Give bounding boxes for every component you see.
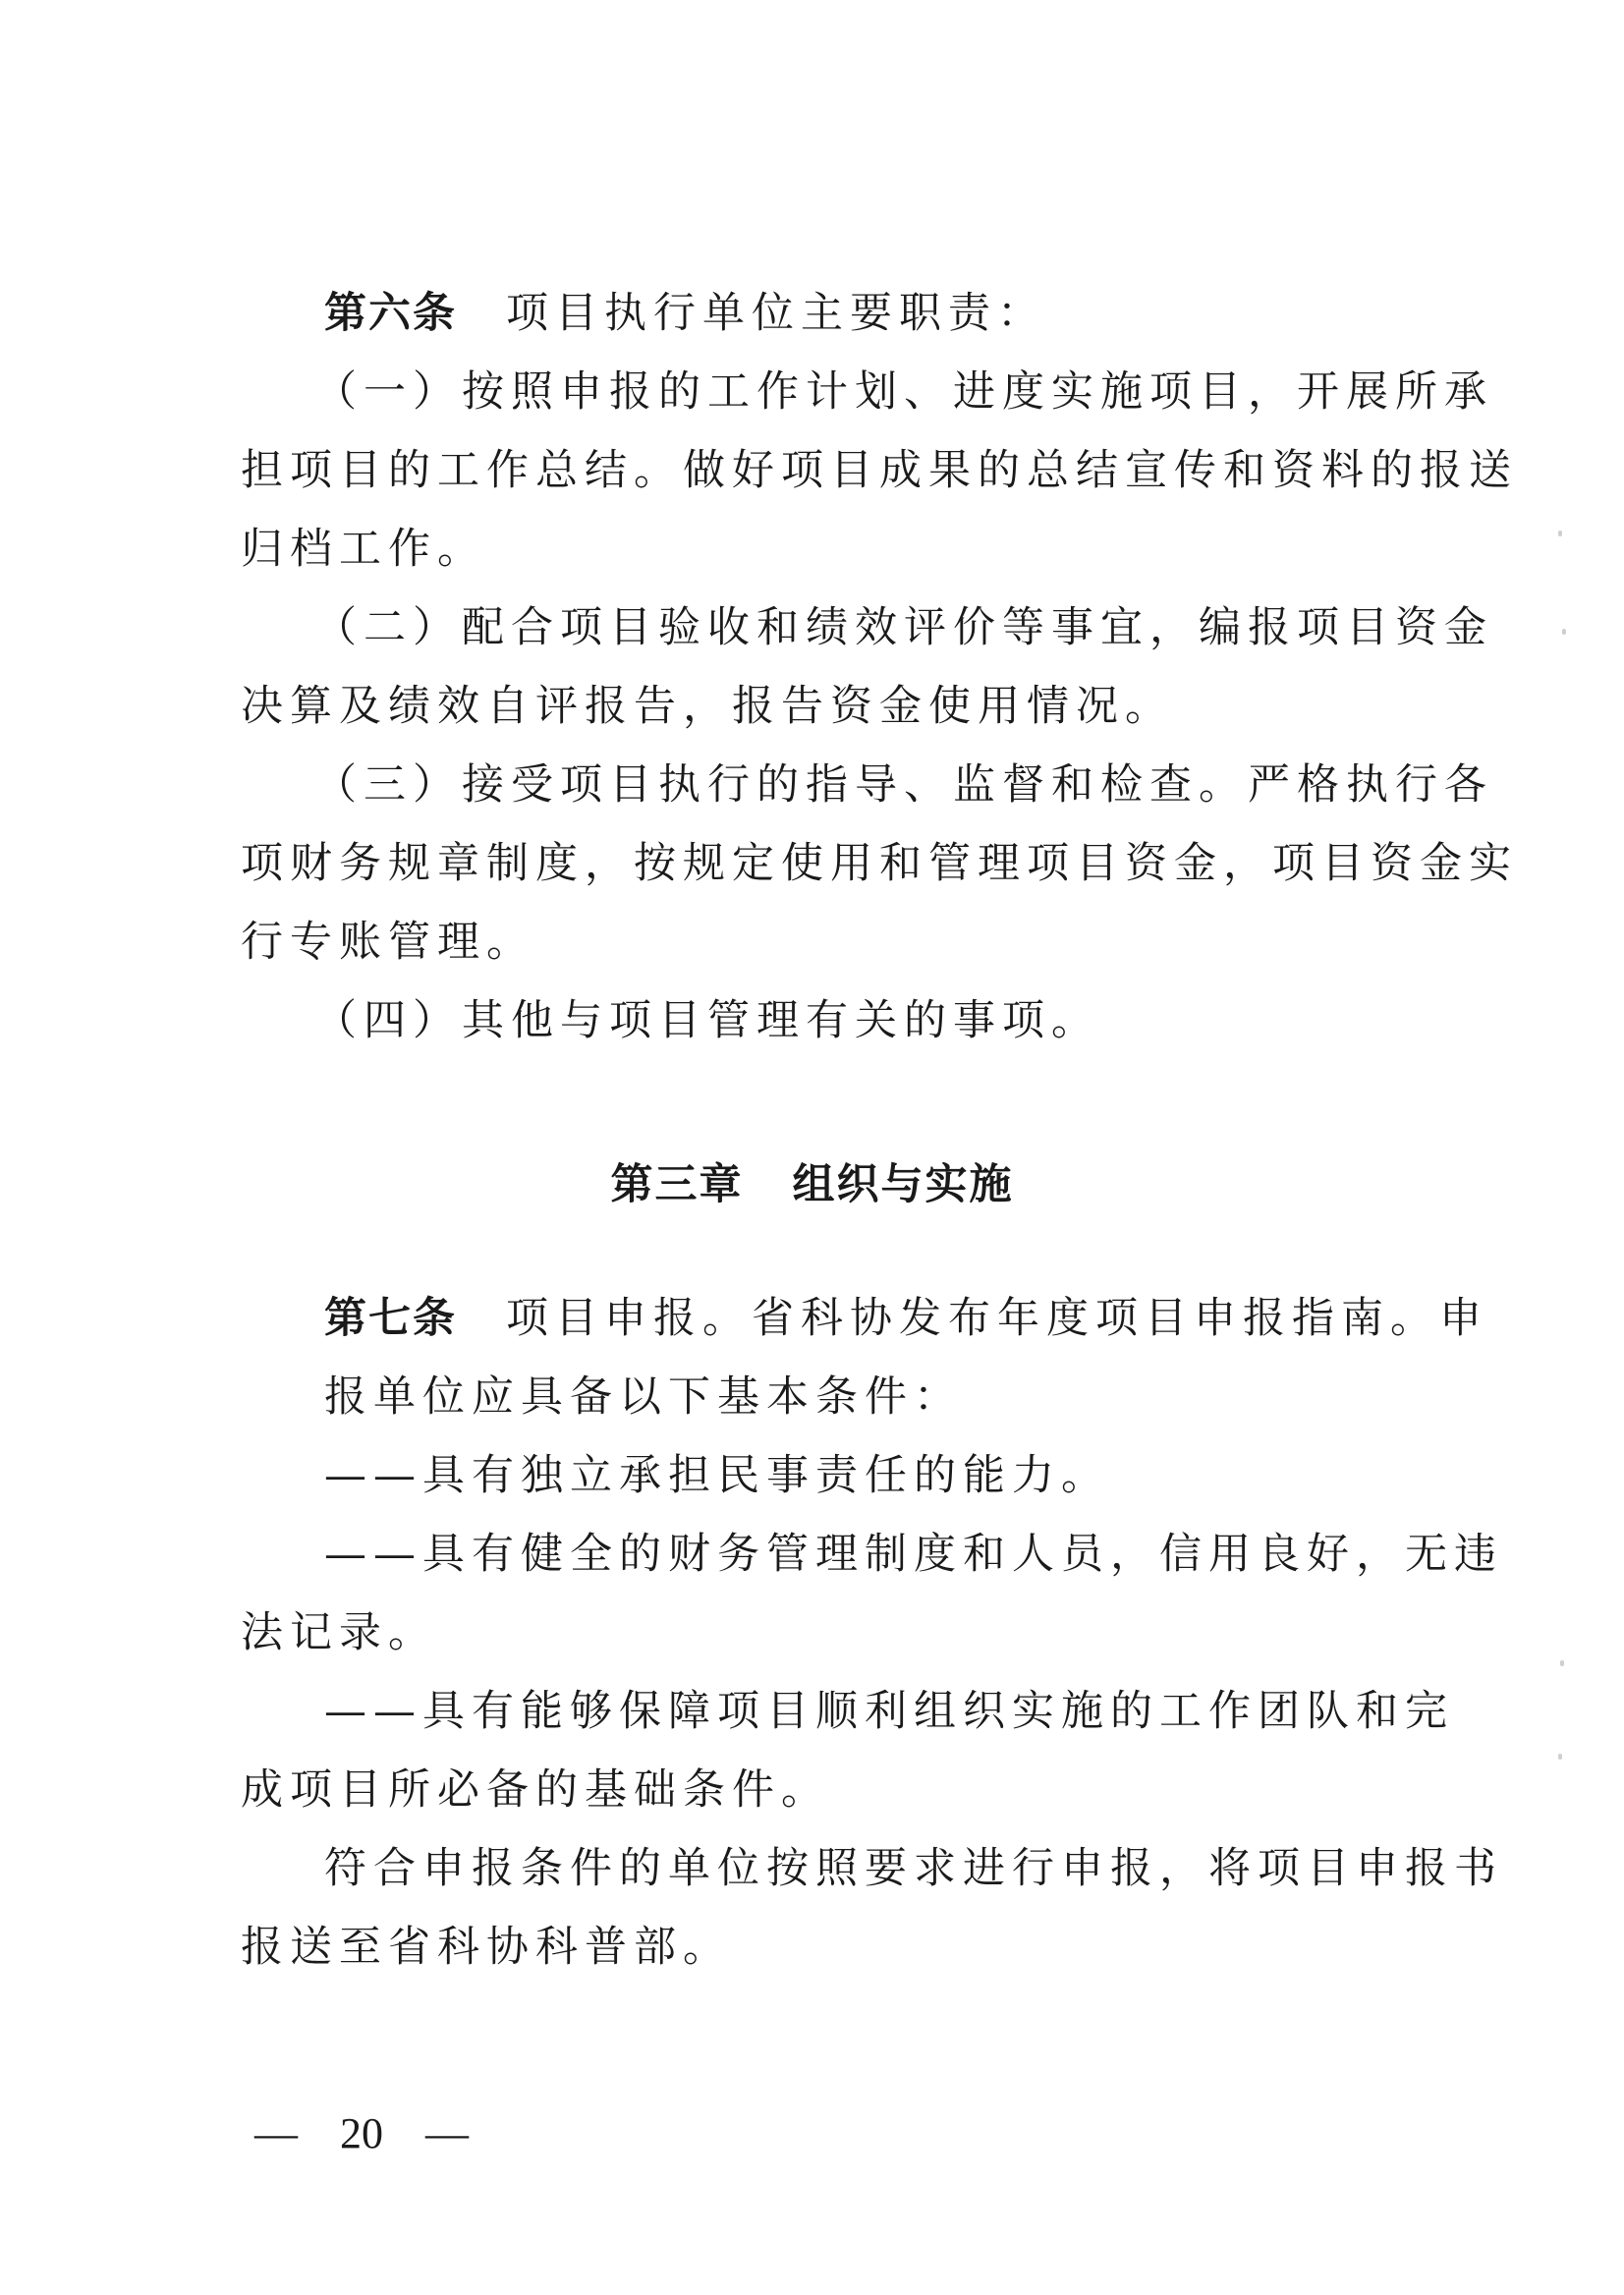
article-7-label: 第七条 [324,1294,457,1343]
article-7-condition-1-line-1: ——具有独立承担民事责任的能力。 [324,1451,1110,1500]
page-number-footer [250,2104,474,2163]
chapter-3-heading [0,1155,1624,1214]
scan-speck [1560,1660,1564,1666]
article-7-condition-3-line-2: 成项目所必备的基础条件。 [241,1765,830,1815]
article-6-item-2-line-2: 决算及绩效自评报告，报告资金使用情况。 [241,682,1174,731]
article-6-item-2-line-1: （二）配合项目验收和绩效评价等事宜，编报项目资金 [314,603,1493,652]
article-6-item-1-line-3: 归档工作。 [241,525,486,574]
chapter-3-title: 组织与实施 [792,1160,1014,1209]
article-6-item-4-line-1: （四）其他与项目管理有关的事项。 [314,996,1100,1045]
article-6-item-3-line-2: 项财务规章制度，按规定使用和管理项目资金，项目资金实 [241,839,1518,888]
article-6-intro: 项目执行单位主要职责： [506,289,1046,338]
scan-speck [1558,531,1562,536]
scan-speck [1558,1754,1562,1760]
article-7-line-2: 报单位应具备以下基本条件： [324,1372,963,1422]
article-7-closing-line-2: 报送至省科协科普部。 [241,1923,732,1972]
article-6-heading-line [324,284,1046,343]
article-6-label: 第六条 [324,289,457,338]
article-6-item-3-line-3: 行专账管理。 [241,918,535,967]
scan-speck [1562,629,1566,635]
article-7-condition-2-line-1: ——具有健全的财务管理制度和人员，信用良好，无违 [324,1530,1503,1579]
page-number-dash-right: — [425,2109,469,2157]
article-7-condition-2-line-2: 法记录。 [241,1608,437,1657]
article-7-condition-3-line-1: ——具有能够保障项目顺利组织实施的工作团队和完 [324,1687,1454,1736]
article-7-intro: 项目申报。省科协发布年度项目申报指南。申 [506,1294,1488,1343]
page-number-dash-left: — [254,2109,298,2157]
page-number: 20 [340,2109,383,2157]
article-6-item-1-line-1: （一）按照申报的工作计划、进度实施项目，开展所承 [314,367,1493,417]
chapter-3-label: 第三章 [610,1160,744,1209]
article-7-closing-line-1: 符合申报条件的单位按照要求进行申报，将项目申报书 [324,1844,1503,1893]
article-6-item-3-line-1: （三）接受项目执行的指导、监督和检查。严格执行各 [314,760,1493,810]
article-7-heading-line [324,1289,1488,1348]
article-6-item-1-line-2: 担项目的工作总结。做好项目成果的总结宣传和资料的报送 [241,446,1518,495]
